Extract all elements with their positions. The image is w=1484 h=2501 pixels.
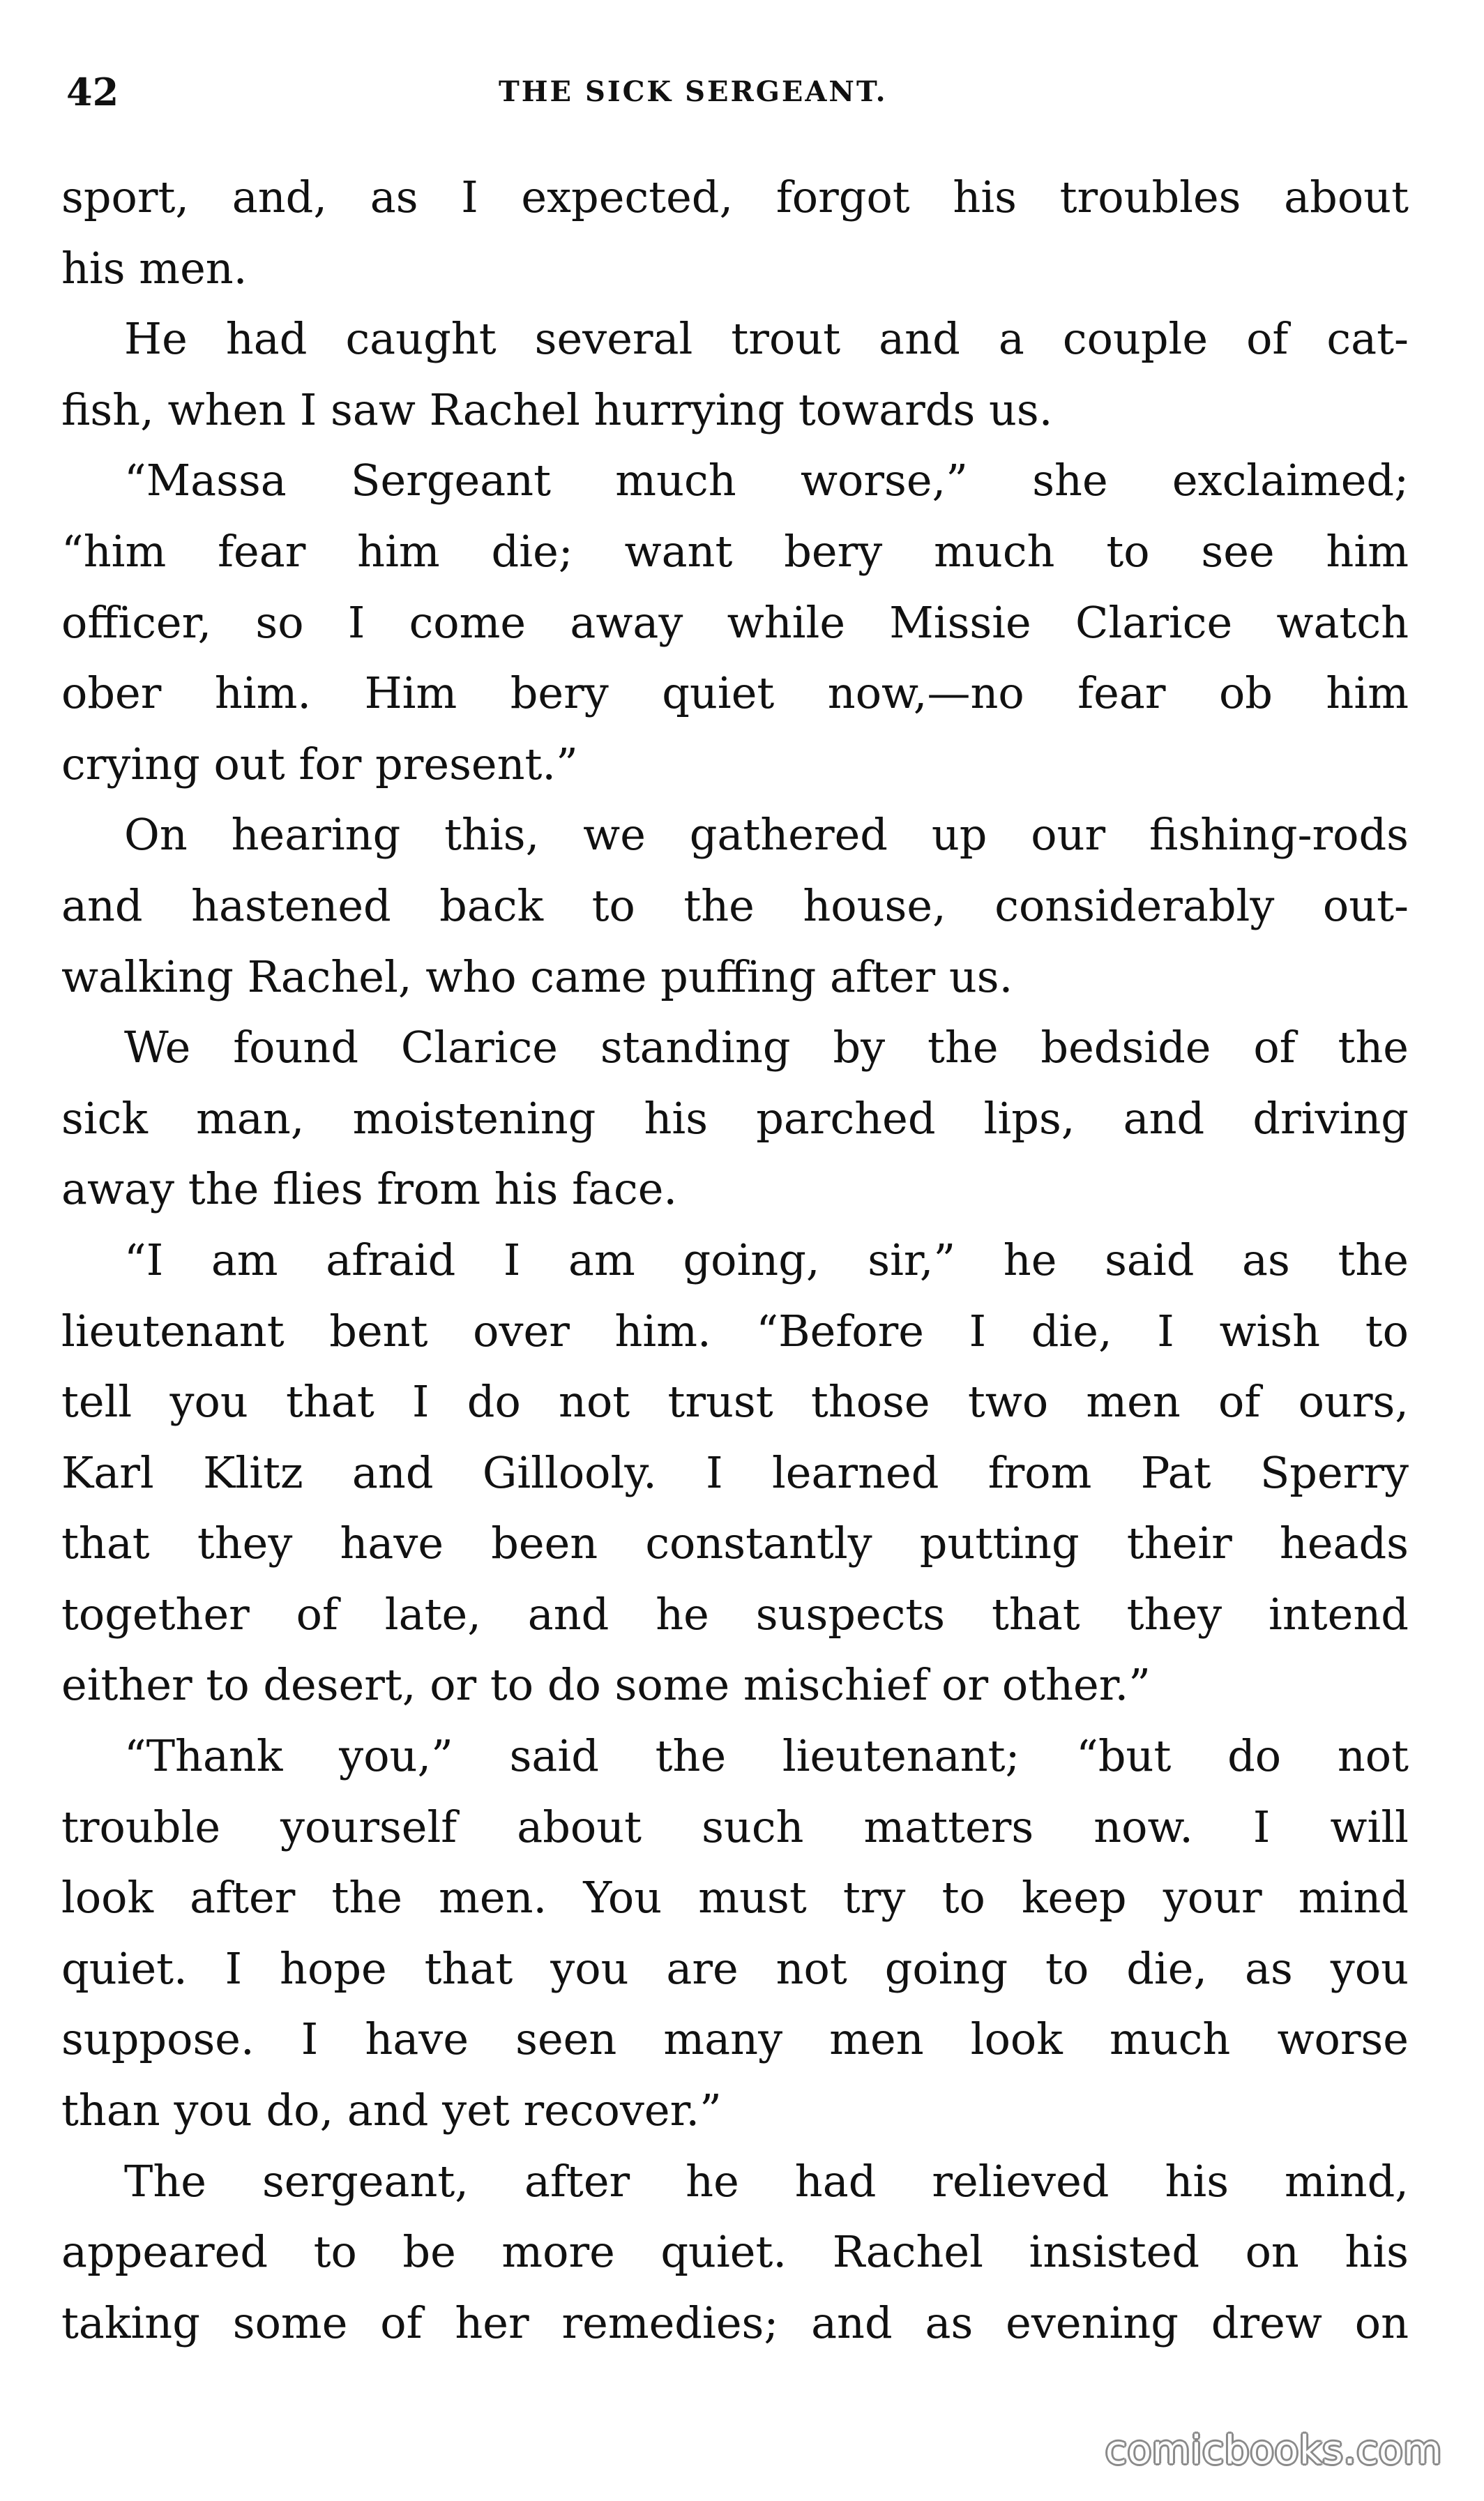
running-title: THE SICK SERGEANT.: [499, 75, 888, 108]
text-line: either to desert, or to do some mischief or other.”: [61, 1659, 1151, 1711]
text-line: suppose. I have seen many men look much worse: [61, 2013, 1409, 2065]
text-line: On hearing this, we gathered up our fishing-rods: [124, 809, 1409, 861]
text-line: “Thank you,” said the lieutenant; “but do not: [124, 1730, 1409, 1782]
text-line: that they have been constantly putting their heads: [61, 1518, 1409, 1569]
text-line: trouble yourself about such matters now. I will: [61, 1801, 1409, 1852]
text-line: appeared to be more quiet. Rachel insisted on his: [61, 2226, 1409, 2278]
text-line: “I am afraid I am going, sir,” he said as the: [124, 1234, 1409, 1285]
text-line: together of late, and he suspects that they intend: [61, 1588, 1409, 1640]
text-line: sick man, moistening his parched lips, and driving: [61, 1092, 1409, 1144]
body-text: [61, 162, 1409, 2358]
text-line: crying out for present.”: [61, 738, 578, 789]
text-line: We found Clarice standing by the bedside of the: [124, 1022, 1409, 1073]
text-line: officer, so I come away while Missie Clarice watch: [61, 596, 1409, 648]
text-line: The sergeant, after he had relieved his mind,: [124, 2155, 1409, 2207]
text-line: walking Rachel, who came puffing after us.: [61, 951, 1013, 1002]
text-line: fish, when I saw Rachel hurrying towards us.: [61, 384, 1053, 435]
text-line: “him fear him die; want bery much to see him: [61, 525, 1409, 577]
running-header: [66, 64, 1419, 120]
text-line: away the flies from his face.: [61, 1163, 678, 1215]
text-line: than you do, and yet recover.”: [61, 2085, 722, 2136]
text-line: sport, and, as I expected, forgot his troubles about: [61, 172, 1409, 222]
text-line: tell you that I do not trust those two men of ours,: [61, 1376, 1409, 1428]
text-line: He had caught several trout and a couple of cat-: [124, 313, 1409, 365]
text-line: quiet. I hope that you are not going to die, as you: [61, 1942, 1409, 1994]
text-line: his men.: [61, 242, 248, 294]
page-number: 42: [66, 70, 119, 114]
watermark: comicbooks.com: [1105, 2428, 1442, 2473]
text-line: and hastened back to the house, considerably out-: [61, 879, 1409, 931]
text-line: lieutenant bent over him. “Before I die, I wish to: [61, 1305, 1409, 1357]
text-line: ober him. Him bery quiet now,—no fear ob him: [61, 667, 1409, 719]
text-line: look after the men. You must try to keep your mind: [61, 1872, 1409, 1924]
text-line: taking some of her remedies; and as evening drew on: [61, 2297, 1409, 2348]
text-line: “Massa Sergeant much worse,” she exclaimed;: [124, 455, 1409, 506]
text-line: Karl Klitz and Gillooly. I learned from Pat Sperry: [61, 1446, 1409, 1498]
